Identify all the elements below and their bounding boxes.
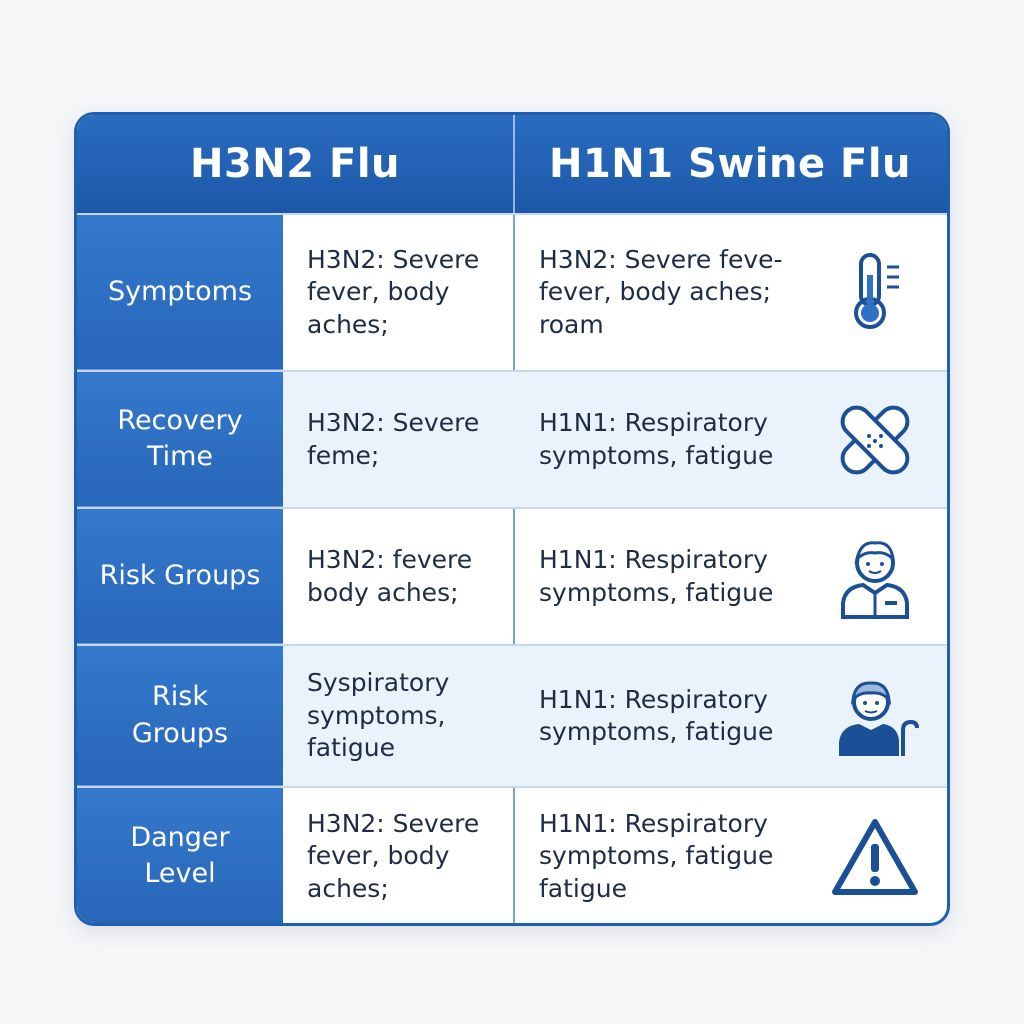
person-icon [829, 531, 921, 623]
row-label-text: Symptoms [107, 275, 253, 307]
h3n2-cell [307, 788, 507, 925]
cell-line: symptoms, fatigue [539, 717, 774, 746]
h1n1-cell [539, 788, 819, 925]
cell-line: H1N1: Respiratory [539, 808, 768, 838]
row-label-text: Risk [152, 681, 208, 713]
cell-line: H3N2: fevere [307, 545, 473, 574]
warning-icon [829, 812, 921, 904]
table-row [77, 213, 947, 370]
elderly-person-icon [829, 670, 921, 762]
cell-line: roam [539, 309, 604, 339]
h1n1-cell [539, 509, 819, 644]
cell-line: symptoms, [307, 700, 446, 730]
row-label-text: Groups [131, 717, 229, 749]
header-h3n2: H3N2 Flu [189, 141, 401, 187]
cell-line: fever, body [307, 841, 450, 871]
cell-line: symptoms, fatigue [539, 577, 774, 607]
table-row [77, 507, 947, 644]
h3n2-cell [307, 372, 507, 507]
comparison-table [74, 112, 950, 926]
cell-line: H1N1: Respiratory [539, 545, 768, 574]
cell-line: H1N1: Respiratory [539, 684, 768, 714]
row-label-text: Recovery [117, 404, 243, 436]
cell-line: H1N1: Respiratory [539, 408, 768, 437]
cell-line: feme; [307, 440, 380, 470]
header-h1n1: H1N1 Swine Flu [548, 141, 912, 187]
row-label-text: Risk Groups [99, 559, 261, 591]
cell-line: fever, body [307, 277, 450, 307]
cell-line: aches; [307, 873, 389, 903]
cell-line: Syspiratory [307, 668, 450, 698]
thermometer-icon [829, 245, 921, 337]
bandage-icon [829, 394, 921, 486]
cell-line: body aches; [307, 577, 459, 607]
row-label-text: Level [144, 858, 216, 889]
cell-line: symptoms, fatigue [539, 841, 774, 871]
h1n1-cell [539, 215, 819, 370]
table-header [77, 115, 947, 213]
h3n2-cell [307, 509, 507, 644]
h1n1-cell [539, 372, 819, 507]
row-label-symptoms [77, 215, 283, 370]
cell-line: fever, body aches; [539, 277, 772, 307]
row-label-risk-groups [77, 509, 283, 644]
cell-line: symptoms, fatigue [539, 440, 774, 470]
h3n2-cell [307, 215, 507, 370]
table-row [77, 370, 947, 507]
row-label-danger-level [77, 788, 283, 925]
row-label-text: Time [146, 441, 214, 472]
table-row [77, 644, 947, 786]
cell-line: fatigue [539, 873, 627, 903]
h3n2-cell [307, 646, 507, 786]
h1n1-cell [539, 646, 819, 786]
row-label-risk-groups-2 [77, 646, 283, 786]
row-label-recovery-time [77, 372, 283, 507]
cell-line: fatigue [307, 733, 395, 763]
cell-line: H3N2: Severe [307, 408, 480, 437]
cell-line: aches; [307, 309, 389, 339]
cell-line: H3N2: Severe [307, 808, 480, 838]
cell-line: H3N2: Severe feve- [539, 244, 783, 274]
cell-line: H3N2: Severe [307, 244, 480, 274]
row-label-text: Danger [130, 821, 230, 853]
table-row [77, 786, 947, 925]
